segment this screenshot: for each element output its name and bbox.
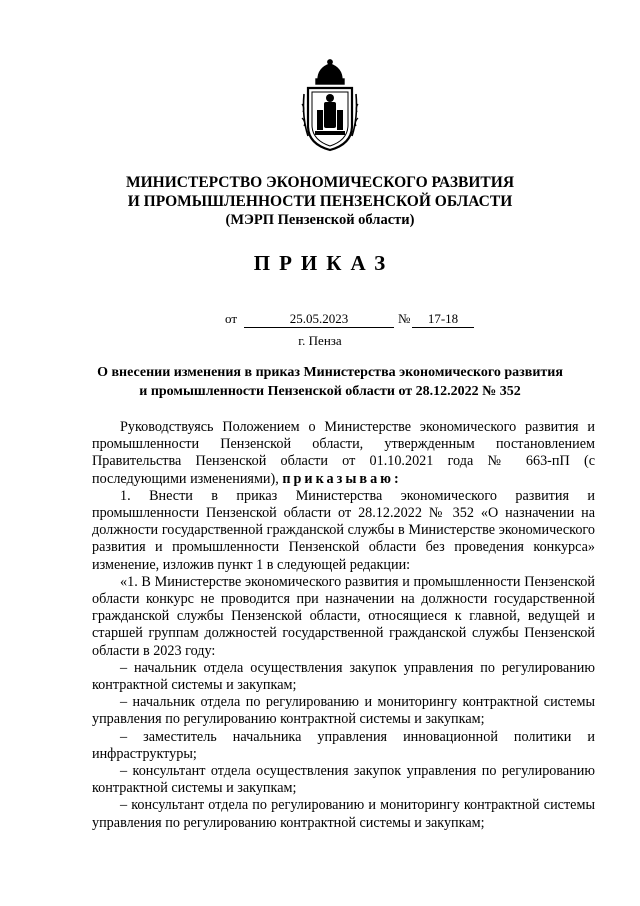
document-body bbox=[92, 419, 595, 832]
list-item: – начальник отдела по регулированию и мониторингу контрактной системы управления по регулированию контрактной системы и закупкам; bbox=[92, 694, 595, 728]
document-number: 17-18 bbox=[412, 311, 474, 328]
paragraph-1-new-text: «1. В Министерстве экономического развития и промышленности Пензенской области конкурс не проводится при назначении на должности государственной гражданской службы Пензенской области, относящиеся к главной, ведущей и старшей группам должностей государственной гражданской службы Пензенской области в 2023 году: bbox=[92, 573, 595, 659]
date-prefix: от bbox=[225, 311, 238, 326]
list-item: – консультант отдела по регулированию и мониторингу контрактной системы управления по регулированию контрактной системы и закупкам; bbox=[92, 797, 595, 831]
paragraph-1: 1. Внести в приказ Министерства экономического развития и промышленности Пензенской области от 28.12.2022 № 352 «О назначении на должности государственной гражданской службы в Министерстве экономического развития и промышленности Пензенской области без проведения конкурса» изменение, изложив пункт 1 в следующей редакции: bbox=[92, 487, 595, 573]
subject-line1: О внесении изменения в приказ Министерства экономического развития bbox=[97, 365, 563, 380]
list-item: – начальник отдела осуществления закупок управления по регулированию контрактной системы и закупкам; bbox=[92, 659, 595, 694]
ministry-name-line1: МИНИСТЕРСТВО ЭКОНОМИЧЕСКОГО РАЗВИТИЯ bbox=[125, 174, 515, 191]
order-word: приказываю: bbox=[282, 470, 402, 487]
city: г. Пенза bbox=[298, 333, 342, 348]
document-type-title: ПРИКАЗ bbox=[253, 251, 395, 275]
list-item: – консультант отдела осуществления закупок управления по регулированию контрактной системы и закупкам; bbox=[92, 763, 595, 797]
preamble-paragraph bbox=[92, 419, 595, 488]
ministry-abbreviation: (МЭРП Пензенской области) bbox=[225, 212, 415, 228]
subject-line2: и промышленности Пензенской области от 28.12.2022 № 352 bbox=[139, 384, 521, 399]
coat-of-arms-emblem bbox=[300, 58, 360, 154]
list-item: – заместитель начальника управления инновационной политики и инфраструктуры; bbox=[92, 728, 595, 762]
ministry-name-line2: И ПРОМЫШЛЕННОСТИ ПЕНЗЕНСКОЙ ОБЛАСТИ bbox=[127, 193, 513, 210]
document-date: 25.05.2023 bbox=[244, 311, 394, 328]
number-sign: № bbox=[398, 311, 411, 326]
preamble-text: Руководствуясь Положением о Министерстве экономического развития и промышленности Пензенской области, утвержденным постановлением Правительства Пензенской области от 01.10.2021 года № 663-пП (с последующими изменениями), bbox=[92, 419, 595, 487]
